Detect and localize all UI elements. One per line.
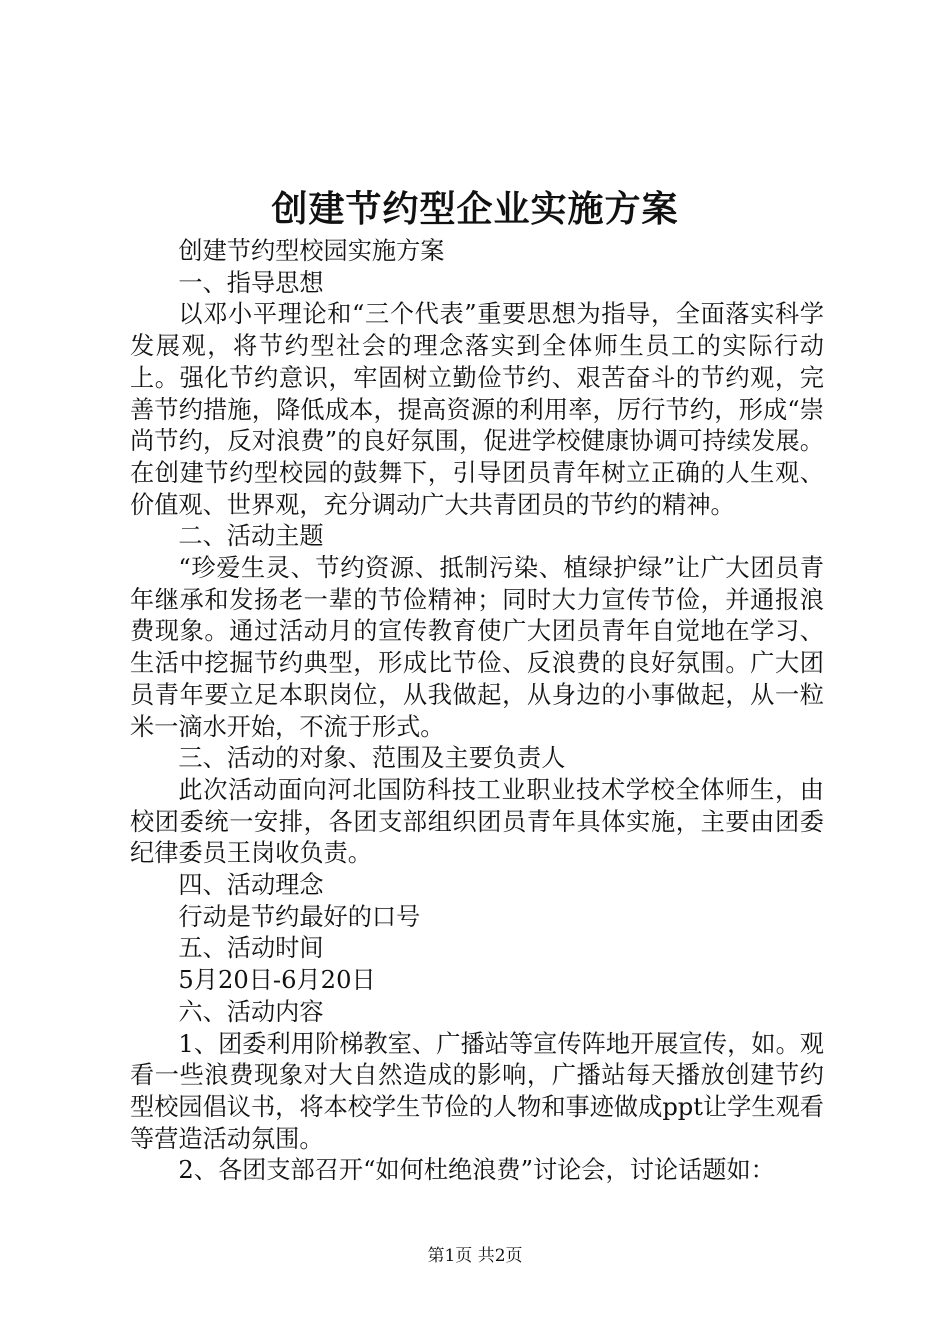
body-paragraph: 行动是节约最好的口号 xyxy=(178,902,421,931)
page-footer: 第1页 共2页 xyxy=(427,1246,523,1266)
body-paragraph: “珍爱生灵、节约资源、抵制污染、植绿护绿”让广大团员青年继承和发扬老一辈的节俭精神；同时大力宣传节俭，并通报浪费现象。通过活动月的宣传教育使广大团员青年自觉地在学习、生活中挖掘节约典型，形成比节俭、反浪费的良好氛围。广大团员青年要立足本职岗位，从我做起，从身边的小事做起，从一粒米一滴水开始，不流于形式。 xyxy=(130,554,824,741)
section-heading-activity-time: 五、活动时间 xyxy=(178,934,324,963)
section-heading-activity-concept: 四、活动理念 xyxy=(178,871,324,900)
section-heading-activity-theme: 二、活动主题 xyxy=(178,522,324,551)
body-paragraph: 1、团委利用阶梯教室、广播站等宣传阵地开展宣传，如。观看一些浪费现象对大自然造成的影响，广播站每天播放创建节约型校园倡议书，将本校学生节俭的人物和事迹做成ppt让学生观看等营造活动氛围。 xyxy=(130,1029,824,1153)
subtitle-paragraph: 创建节约型校园实施方案 xyxy=(178,237,445,265)
body-paragraph: 2、各团支部召开“如何杜绝浪费”讨论会，讨论话题如： xyxy=(178,1156,775,1185)
document-title: 创建节约型企业实施方案 xyxy=(271,188,679,230)
section-heading-activity-content: 六、活动内容 xyxy=(178,997,324,1026)
body-paragraph: 以邓小平理论和“三个代表”重要思想为指导，全面落实科学发展观，将节约型社会的理念落实到全体师生员工的实际行动上。强化节约意识，牢固树立勤俭节约、艰苦奋斗的节约观，完善节约措施，降低成本，提高资源的利用率，厉行节约，形成“崇尚节约，反对浪费”的良好氛围，促进学校健康协调可持续发展。在创建节约型校园的鼓舞下，引导团员青年树立正确的人生观、价值观、世界观，充分调动广大共青团员的节约的精神。 xyxy=(130,300,824,519)
section-heading-activity-scope: 三、活动的对象、范围及主要负责人 xyxy=(178,744,566,773)
body-paragraph: 5月20日-6月20日 xyxy=(178,966,376,995)
body-paragraph: 此次活动面向河北国防科技工业职业技术学校全体师生，由校团委统一安排，各团支部组织团员青年具体实施，主要由团委纪律委员王岗收负责。 xyxy=(130,775,824,868)
document-body xyxy=(130,236,824,1187)
section-heading-guiding-ideology: 一、指导思想 xyxy=(178,268,324,297)
